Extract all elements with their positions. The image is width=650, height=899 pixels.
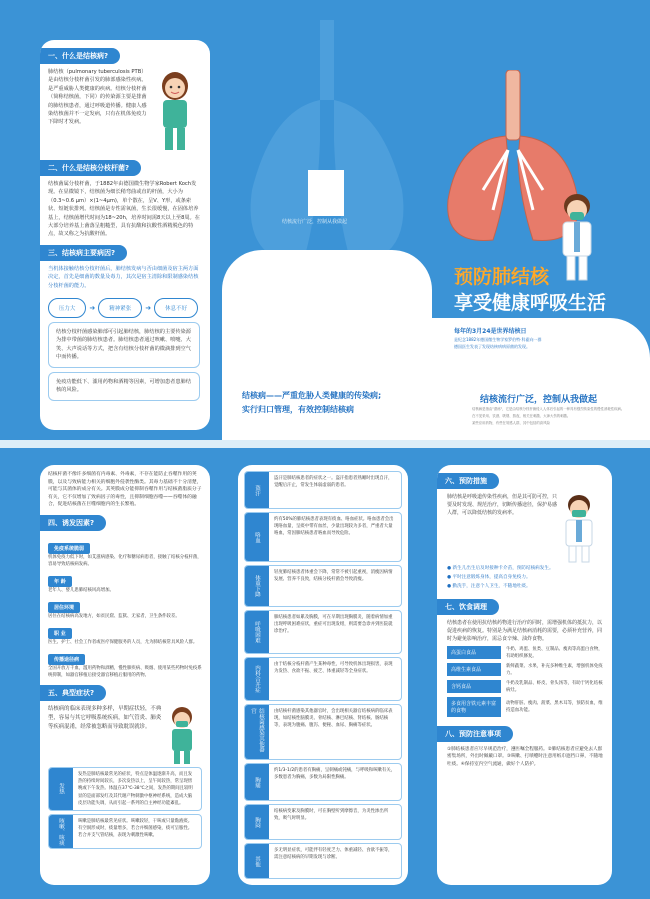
section-text-5: 结核病的临床表现多种多样，早期症状轻，不典型，容易与其它呼吸系统疾病，如气管炎、肺炎等疾病混淆，经常被忽略而导致耽误就诊。	[48, 705, 162, 730]
symptom-label: 咯血	[245, 513, 269, 561]
prevention-point: ● 平时注意锻炼身体，提高自身免疫力。	[447, 575, 531, 581]
section-text-3: 当机体接触结核分枝杆菌后，肺结核发病与否由细菌及宿主两方面决定，首先是细菌的数量及毒力，其次是宿主清除和限制感染结核分枝杆菌的能力。	[48, 265, 199, 289]
slogan-bottom-2: 实行归口管理，有效控制结核病	[242, 405, 354, 414]
section-text-6: 肺结核是呼吸道传染性疾病，但是其可防可控，只要及时发现、规范治疗，切断传播途径，保护易感人群，可以降低结核的发病率。	[447, 494, 558, 516]
symptom-text: 结核病变累及胸膜时，可在胸壁听到摩擦音，为炎性渗出所致，吸气时明显。	[274, 809, 389, 822]
factor-tag: 居住环境	[48, 602, 80, 613]
symptom-label: 呼吸困难	[245, 611, 269, 653]
section-text-1: 肺结核（pulmonary tuberculosis PTB）是由结核分枝杆菌引发的肺部感染性疾病。是严重威胁人类健康的疾病。结核分枝杆菌（简称结核菌，下同）的传染源主要是排菌的肺结核患者，通过呼吸道传播。健康人感染结核菌并不一定发病，只有在机体免疫力下降时才发病。	[48, 69, 147, 126]
flow-item-2: 精神紧张	[98, 298, 142, 318]
factor-text: 全国开放万千血，滥用药物和酒精，慢性肺疾病、吸烟、使用某些药物时免疫系统抑制，如器官移植后接受器官移植后服用的药物。	[48, 665, 202, 678]
symptom-row	[244, 657, 402, 701]
panel-causes	[40, 465, 210, 885]
note-line-2: 德国医生发表了发现结核病病原菌的发现。	[454, 344, 530, 349]
prevention-points	[437, 565, 604, 591]
section-title-8: 八、预防注意事项	[437, 726, 513, 742]
panel-prevention	[437, 465, 612, 885]
symptom-label: 体重下降	[245, 566, 269, 606]
factor-tag: 年 龄	[48, 576, 72, 587]
section-text-2: 结核菌属分枝杆菌，于1882年由德国微生物学家Robert Koch发现。在显微镜下，结核菌为细长稍弯曲或直的杆菌，大小为（0.3~0.6 μm）×(1~4μm)，单个散在，呈V、Y形，或条索状、短链状排列。结核菌是专性需氧菌，生长很缓慢，在固体培养基上，结核菌增代时间为18~20h，培养时间需8天以上至8周。在大部分培养基上菌落呈粗糙型，具有抗酸和抗酸性酒精脱色的特点，故又称之为抗酸杆菌。	[48, 181, 200, 238]
transmission-box: 结核分枝杆菌感染肺部可引起肺结核，肺结核的主要传染源为排中带菌的肺结核患者。肺结核患者通过咳嗽、喷嚏、大笑、大声说话等方式，把含有结核分枝杆菌的微滴排到空气中而传播。	[48, 322, 200, 368]
small-text-2: 在不见采用、饮酒、吸烟、熬夜，相关在刺激、大神大伤的刺激。	[472, 414, 571, 418]
image-placeholder	[308, 170, 344, 216]
factor-item	[48, 620, 202, 646]
symptom-row	[244, 471, 402, 509]
diet-tag: 高维生素食品	[447, 663, 501, 676]
panel-intro	[40, 40, 210, 430]
slogan-bottom-1: 结核病——严重危胁人类健康的传染病;	[242, 391, 382, 400]
symptom-text: 由于结核分枝杆菌产生某种毒性，可导致机体出现损害，表现为发热、食欲不振、疲乏、体重减轻等全身症状。	[274, 662, 393, 675]
symptom-row	[48, 767, 202, 811]
diet-text: 动物肝脏、瘦肉、菠菜、黑木耳等，预防贫血，维持造血功能。	[506, 700, 603, 713]
fold-gap	[0, 440, 650, 448]
symptom-text: 约有50%的肺结核患者表现有痰血、咯血症状。咯血患者会出现咯血量，呈痰中带有血丝，少量出现较为多者，严重者大量咯血，常因肺结核患者咯血而导致危险。	[274, 517, 394, 537]
diet-text: 牛奶及乳制品、虾皮、骨头汤等，有助于钙化结核病灶。	[506, 680, 603, 693]
symptom-row	[244, 512, 402, 562]
slogan-right: 结核流行广泛，控制从我做起	[480, 395, 598, 405]
symptom-row	[244, 610, 402, 654]
symptom-text: 肺结核患者如累及胸膜，可在早期出现胸膜炎，随着病情加重出现呼吸困难症状，重症可出现发绀，则需要急诊并到医院就诊治疗。	[274, 615, 393, 635]
section-title-4: 四、诱发因素?	[40, 515, 106, 531]
symptom-label: 结核菌感染其他器官	[245, 705, 269, 759]
symptom-label: 胸闷	[245, 805, 269, 839]
symptom-row	[244, 704, 402, 760]
doctor-mask-illustration	[557, 493, 601, 563]
factor-text: 居住在结核病高发地方，如贫民窟、监狱、无家者，卫生条件较差。	[48, 613, 180, 619]
panel-cover-middle	[222, 0, 432, 440]
symptom-row	[244, 843, 402, 879]
symptom-row	[244, 565, 402, 607]
section-text-8: ①肺结核患者应尽早规范治疗，遵医嘱全程服药。②肺结核患者应避免去人群密集场所，外出时佩戴口罩。③咳嗽、打喷嚏时注意用纸巾遮挡口鼻，不随地吐痰。④保持室内空气流通，做好个人防护。	[447, 746, 603, 767]
symptom-row	[244, 763, 402, 801]
diet-tag: 高蛋白食品	[447, 646, 501, 659]
prevention-point: ● 新生儿出生后及时接种卡介苗，预防结核病发生。	[447, 566, 554, 571]
factor-list	[48, 535, 202, 679]
doctor-illustration	[552, 190, 602, 285]
section-title-2: 二、什么是结核分枝杆菌?	[40, 160, 141, 176]
factor-tag: 传播途径病	[48, 654, 85, 665]
nurse-mask-illustration	[162, 705, 202, 765]
factor-text: 老年人、婴儿患肺结核风高增加。	[48, 587, 114, 593]
symptom-text: 由结核杆菌感染其他器官时，会出现相关器官结核病的临床表现，如结核性脑膜炎、骨结核、淋巴结核、肾结核、肠结核等，表现为腹痛、腹泻、便秘、血尿、胸痛等症状。	[274, 709, 393, 729]
main-title-1: 预防肺结核	[454, 266, 550, 288]
diet-text: 牛奶、鸡蛋、鱼类、豆制品、瘦肉等高蛋白食物，有助组织修复。	[506, 646, 603, 659]
section-title-5: 五、典型症状?	[40, 685, 106, 701]
arrow-right-icon: ➜	[89, 304, 96, 313]
note-line-1: 是纪念1882年德国微生物学家罗伯特·科霍向一群	[454, 337, 542, 342]
cause-flow	[46, 298, 200, 318]
factor-text: 机体免疫力低下时，如艾滋病感染、化疗和糖尿病患者，接触了结核分枝杆菌，容易导致结核病发病。	[48, 554, 202, 567]
symptom-row	[244, 804, 402, 840]
prevention-point: ● 勤洗手，注意个人卫生，不随地吐痰。	[447, 584, 531, 590]
symptom-label: 内科合并症	[245, 658, 269, 700]
diet-tag: 多食用含铁元素丰富的食物	[447, 697, 501, 717]
flow-item-1: 压力大	[48, 298, 87, 318]
section-title-6: 六、预防措施	[437, 473, 499, 489]
arrow-right-icon: ➜	[145, 304, 152, 313]
diet-row	[447, 680, 604, 694]
factor-text: 医生、护士、社会工作者或医疗保健服务的人员，尤为肺结核常具风险人群。	[48, 639, 198, 645]
symptom-label: 咳嗽、咳痰	[49, 815, 73, 849]
flow-item-3: 休息不好	[154, 298, 198, 318]
diet-text: 新鲜蔬菜、水果，补充多种维生素，增强机体免疫力。	[506, 663, 603, 676]
symptom-label: 其他	[245, 844, 269, 878]
symptom-text: 咳嗽是肺结核最常见症状。咳嗽较轻，干咳或只量黏液痰。有空洞形成时，痰量增多，若合并细菌感染，痰可呈脓性。若合并支气管结核，表现为刺激性咳嗽。	[78, 818, 193, 839]
diet-row	[447, 663, 604, 677]
small-text-1: 结核病是指由"溃疡"，它是由结核分枝杆菌侵入人体后引起的一种具有强烈传染性的慢性消耗性疾病。	[472, 407, 625, 411]
symptom-row	[48, 814, 202, 850]
section-text-7: 结核患者在使用抗结核药物进行治疗的同时，需增强机体的抵抗力，以促进疾病的恢复。特别是为满足结核病消耗的需要，必须补充营养，同时为避免影响治疗，需忌食辛辣、油炸食物。	[447, 619, 603, 642]
section-title-7: 七、饮食调理	[437, 599, 499, 615]
nurse-illustration	[150, 68, 200, 154]
placeholder-caption: 结核流行广泛，控制从我做起	[282, 219, 348, 225]
panel-symptoms	[238, 465, 408, 885]
date-line: 每年的3月24是世界结核日	[454, 328, 527, 335]
symptom-text: 盗汗是肺结核患者的症状之一。盗汗指患者熟睡时出现自汗，觉醒后汗止，常发生体弱虚弱的患者。	[274, 476, 393, 489]
symptom-label: 胸痛	[245, 764, 269, 800]
factor-item	[48, 568, 202, 594]
section-title-3: 三、结核病主要病因?	[40, 245, 127, 261]
lungs-watermark	[232, 20, 422, 280]
symptom-text: 多无明显症状，可能伴有轻度乏力、体重减轻、食欲不振等，需注意结核病的早期发现与诊断。	[274, 848, 393, 861]
main-title-2: 享受健康呼吸生活	[454, 292, 607, 314]
symptom-text: 约1/3-1/2的患者有胸痛，呈刺痛或钝痛，与呼吸和咳嗽有关，多数患者为胸痛，多数为局限性胸痛。	[274, 768, 396, 781]
factor-tag: 职 业	[48, 628, 72, 639]
intro-text: 结核杆菌不像许多细菌有内毒素、外毒素，不存在能防止吞噬作用的荚膜，以及与致病能力相关的细胞外侵袭性酶类。其毒力基础不十分清楚，可能与其菌体的成分有关。其荚膜成分能抑制吞噬作用与结核菌脂质分子有关，它不仅增加了致病因子的毒性，且抑制细胞吞噬——吞噬体的融合，促进结核菌在巨噬细胞内的生长繁殖。	[48, 472, 202, 508]
factor-item	[48, 535, 202, 568]
diet-tag: 含钙食品	[447, 680, 501, 693]
symptom-label: 发热	[49, 768, 73, 810]
diet-row	[447, 697, 604, 717]
risk-box: 免疫功能低下、滥用药物和酒精等因素，可增加患者患肺结核的风险。	[48, 372, 200, 401]
symptom-text: 发热是肺结核最常见的症状，特点是体温逐渐升高，而且发热的持续时间较长，多次发热以上，呈午间较热，常呈现傍晚或下午发热。体温在37℃-38℃之间，发热的期间且较明显的是面部发红及其代谢产物刺激中枢神经系统，造成大脑皮层功能失调，从而引起一系列的自主神经功能紊乱。	[78, 771, 193, 806]
factor-item	[48, 594, 202, 620]
factor-item	[48, 646, 202, 679]
section-title-1: 一、什么是结核病?	[40, 48, 120, 64]
small-text-3: 某些应用药物，有些在易感人群，其中包括的高风险	[472, 421, 550, 425]
diet-row	[447, 646, 604, 660]
symptom-label: 盗汗	[245, 472, 269, 508]
diet-list	[437, 646, 604, 717]
symptom-text: 轻度肺结核患者体重会下降，常常不被引起重视，消瘦因病情发展、营养不良致，结核分枝杆菌会导致消瘦。	[274, 570, 393, 583]
panel-cover-right	[432, 0, 650, 440]
factor-tag: 免疫系统脆弱	[48, 543, 90, 554]
